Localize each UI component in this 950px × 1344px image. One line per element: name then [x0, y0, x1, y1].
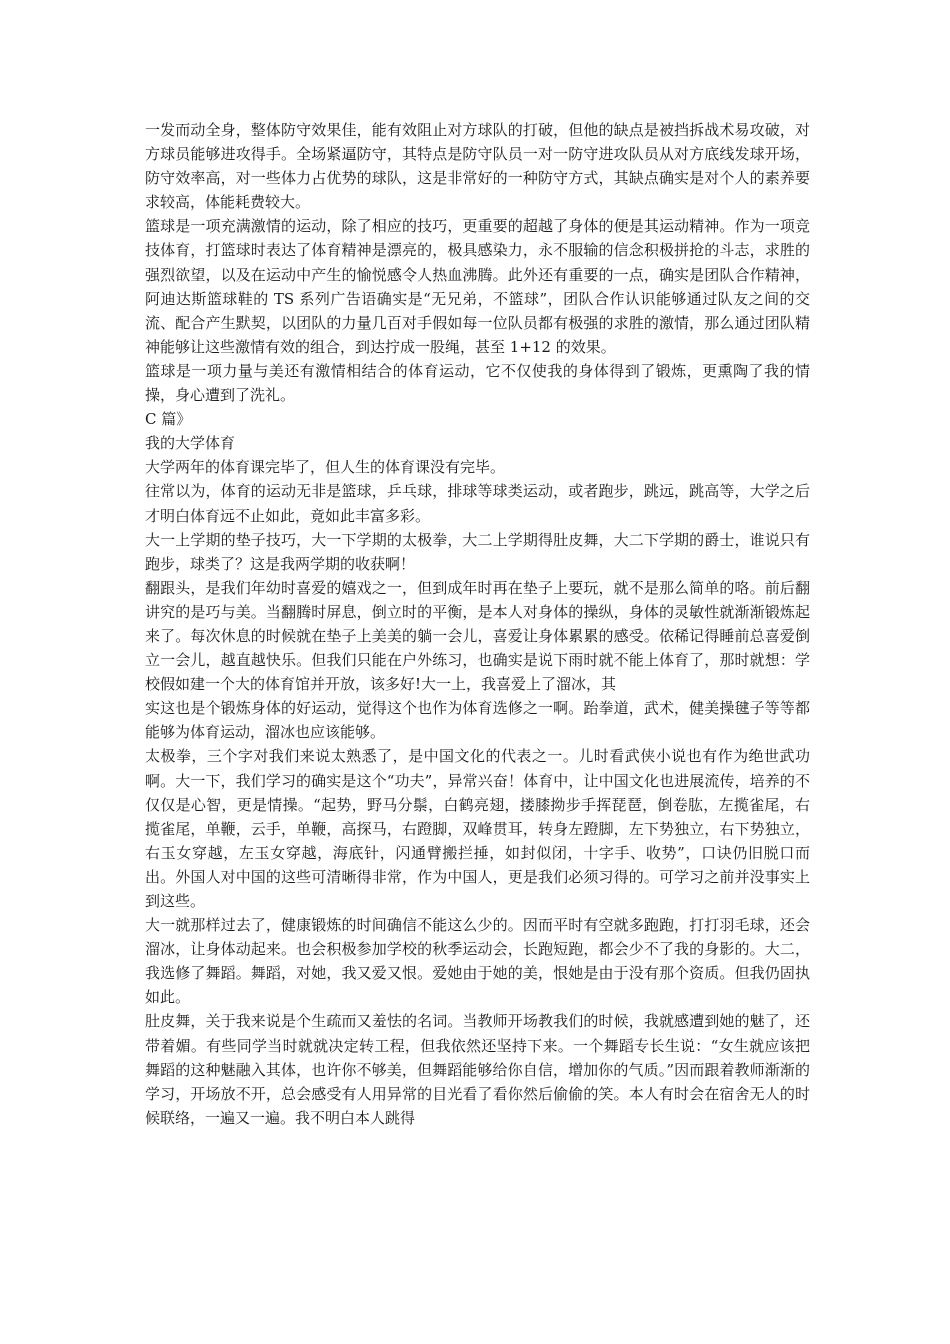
article-title: 我的大学体育	[145, 434, 236, 453]
paragraph: 大学两年的体育课完毕了，但人生的体育课没有完毕。	[145, 458, 506, 477]
paragraph: 篮球是一项力量与美还有激情相结合的体育运动，它不仅使我的身体得到了锻炼，更熏陶了我的情操，身心遭到了洗礼。	[145, 361, 810, 405]
paragraph: 篮球是一项充满激情的运动，除了相应的技巧，更重要的超越了身体的便是其运动精神。作为一项竞技体育，打篮球时表达了体育精神是漂亮的，极具感染力，永不服输的信念积极拼抢的斗志，求胜的强烈欲望，以及在运动中产生的愉悦感令人热血沸腾。此外还有重要的一点，确实是团队合作精神，阿迪达斯篮球鞋的 TS 系列广告语确实是“无兄弟，不篮球”，团队合作认识能够通过队友之间的交流、配合产生默契，以团队的力量几百对手假如每一位队员都有极强的求胜的激情，那么通过团队精神能够让这些激情有效的组合，到达拧成一股绳，甚至 1+12 的效果。	[145, 217, 810, 356]
paragraph: 大一上学期的垫子技巧，大一下学期的太极拳，大二上学期得肚皮舞，大二下学期的爵士，谁说只有跑步，球类了？这是我两学期的收获啊！	[145, 530, 810, 573]
paragraph: 肚皮舞，关于我来说是个生疏而又羞怯的名词。当教师开场教我们的时候，我就感遭到她的魅了，还带着媚。有些同学当时就就决定转工程，但我依然还坚持下来。一个舞蹈专长生说：“女生就应该把舞蹈的这种魅融入其体，也许你不够美，但舞蹈能够给你自信，增加你的气质。”因而跟着教师渐渐的学习，开场放不开，总会感受有人用异常的目光看了看你然后偷偷的笑。本人有时会在宿舍无人的时候联络，一遍又一遍。我不明白本人跳得	[145, 1012, 810, 1127]
paragraph: 往常以为，体育的运动无非是篮球，乒乓球，排球等球类运动，或者跑步，跳远，跳高等，大学之后才明白体育远不止如此，竟如此丰富多彩。	[145, 482, 810, 525]
paragraph: 太极拳，三个字对我们来说太熟悉了，是中国文化的代表之一。儿时看武侠小说也有作为绝世武功啊。大一下，我们学习的确实是这个“功夫”，异常兴奋！体育中，让中国文化也进展流传，培养的不仅仅是心智，更是情操。“起势，野马分鬃，白鹤亮翅，搂膝拗步手挥琵琶，倒卷肱，左揽雀尾，右揽雀尾，单鞭，云手，单鞭，高探马，右蹬脚，双峰贯耳，转身左蹬脚，左下势独立，右下势独立，右玉女穿越，左玉女穿越，海底针，闪通臂搬拦捶，如封似闭，十字手、收势”，口诀仍旧脱口而出。外国人对中国的这些可清晰得非常，作为中国人，更是我们必须习得的。可学习之前并没事实上到这些。	[145, 747, 810, 910]
paragraph: 大一就那样过去了，健康锻炼的时间确信不能这么少的。因而平时有空就多跑跑，打打羽毛球，还会溜冰，让身体动起来。也会积极参加学校的秋季运动会，长跑短跑，都会少不了我的身影的。大二，我选修了舞蹈。舞蹈，对她，我又爱又恨。爱她由于她的美，恨她是由于没有那个资质。但我仍固执如此。	[145, 916, 810, 1007]
paragraph: 一发而动全身，整体防守效果佳，能有效阻止对方球队的打破，但他的缺点是被挡拆战术易攻破，对方球员能够进攻得手。全场紧逼防守，其特点是防守队员一对一防守进攻队员从对方底线发球开场，防守效率高，对一些体力占优势的球队，这是非常好的一种防守方式，其缺点确实是对个人的素养要求较高，体能耗费较大。	[145, 121, 810, 212]
section-heading: C 篇》	[145, 410, 192, 429]
paragraph: 实这也是个锻炼身体的好运动，觉得这个也作为体育选修之一啊。跆拳道，武术，健美操毽子等等都能够为体育运动，溜冰也应该能够。	[145, 699, 810, 742]
document-body	[145, 118, 810, 1130]
paragraph: 翻跟头，是我们年幼时喜爱的嬉戏之一，但到成年时再在垫子上要玩，就不是那么简单的咯。前后翻讲究的是巧与美。当翻腾时屏息，倒立时的平衡，是本人对身体的操纵，身体的灵敏性就渐渐锻炼起来了。每次休息的时候就在垫子上美美的躺一会儿，喜爱让身体累累的感受。依稀记得睡前总喜爱倒立一会儿，越直越快乐。但我们只能在户外练习，也确实是说下雨时就不能上体育了，那时就想：学校假如建一个大的体育馆并开放，该多好!大一上，我喜爱上了溜冰，其	[145, 578, 810, 694]
